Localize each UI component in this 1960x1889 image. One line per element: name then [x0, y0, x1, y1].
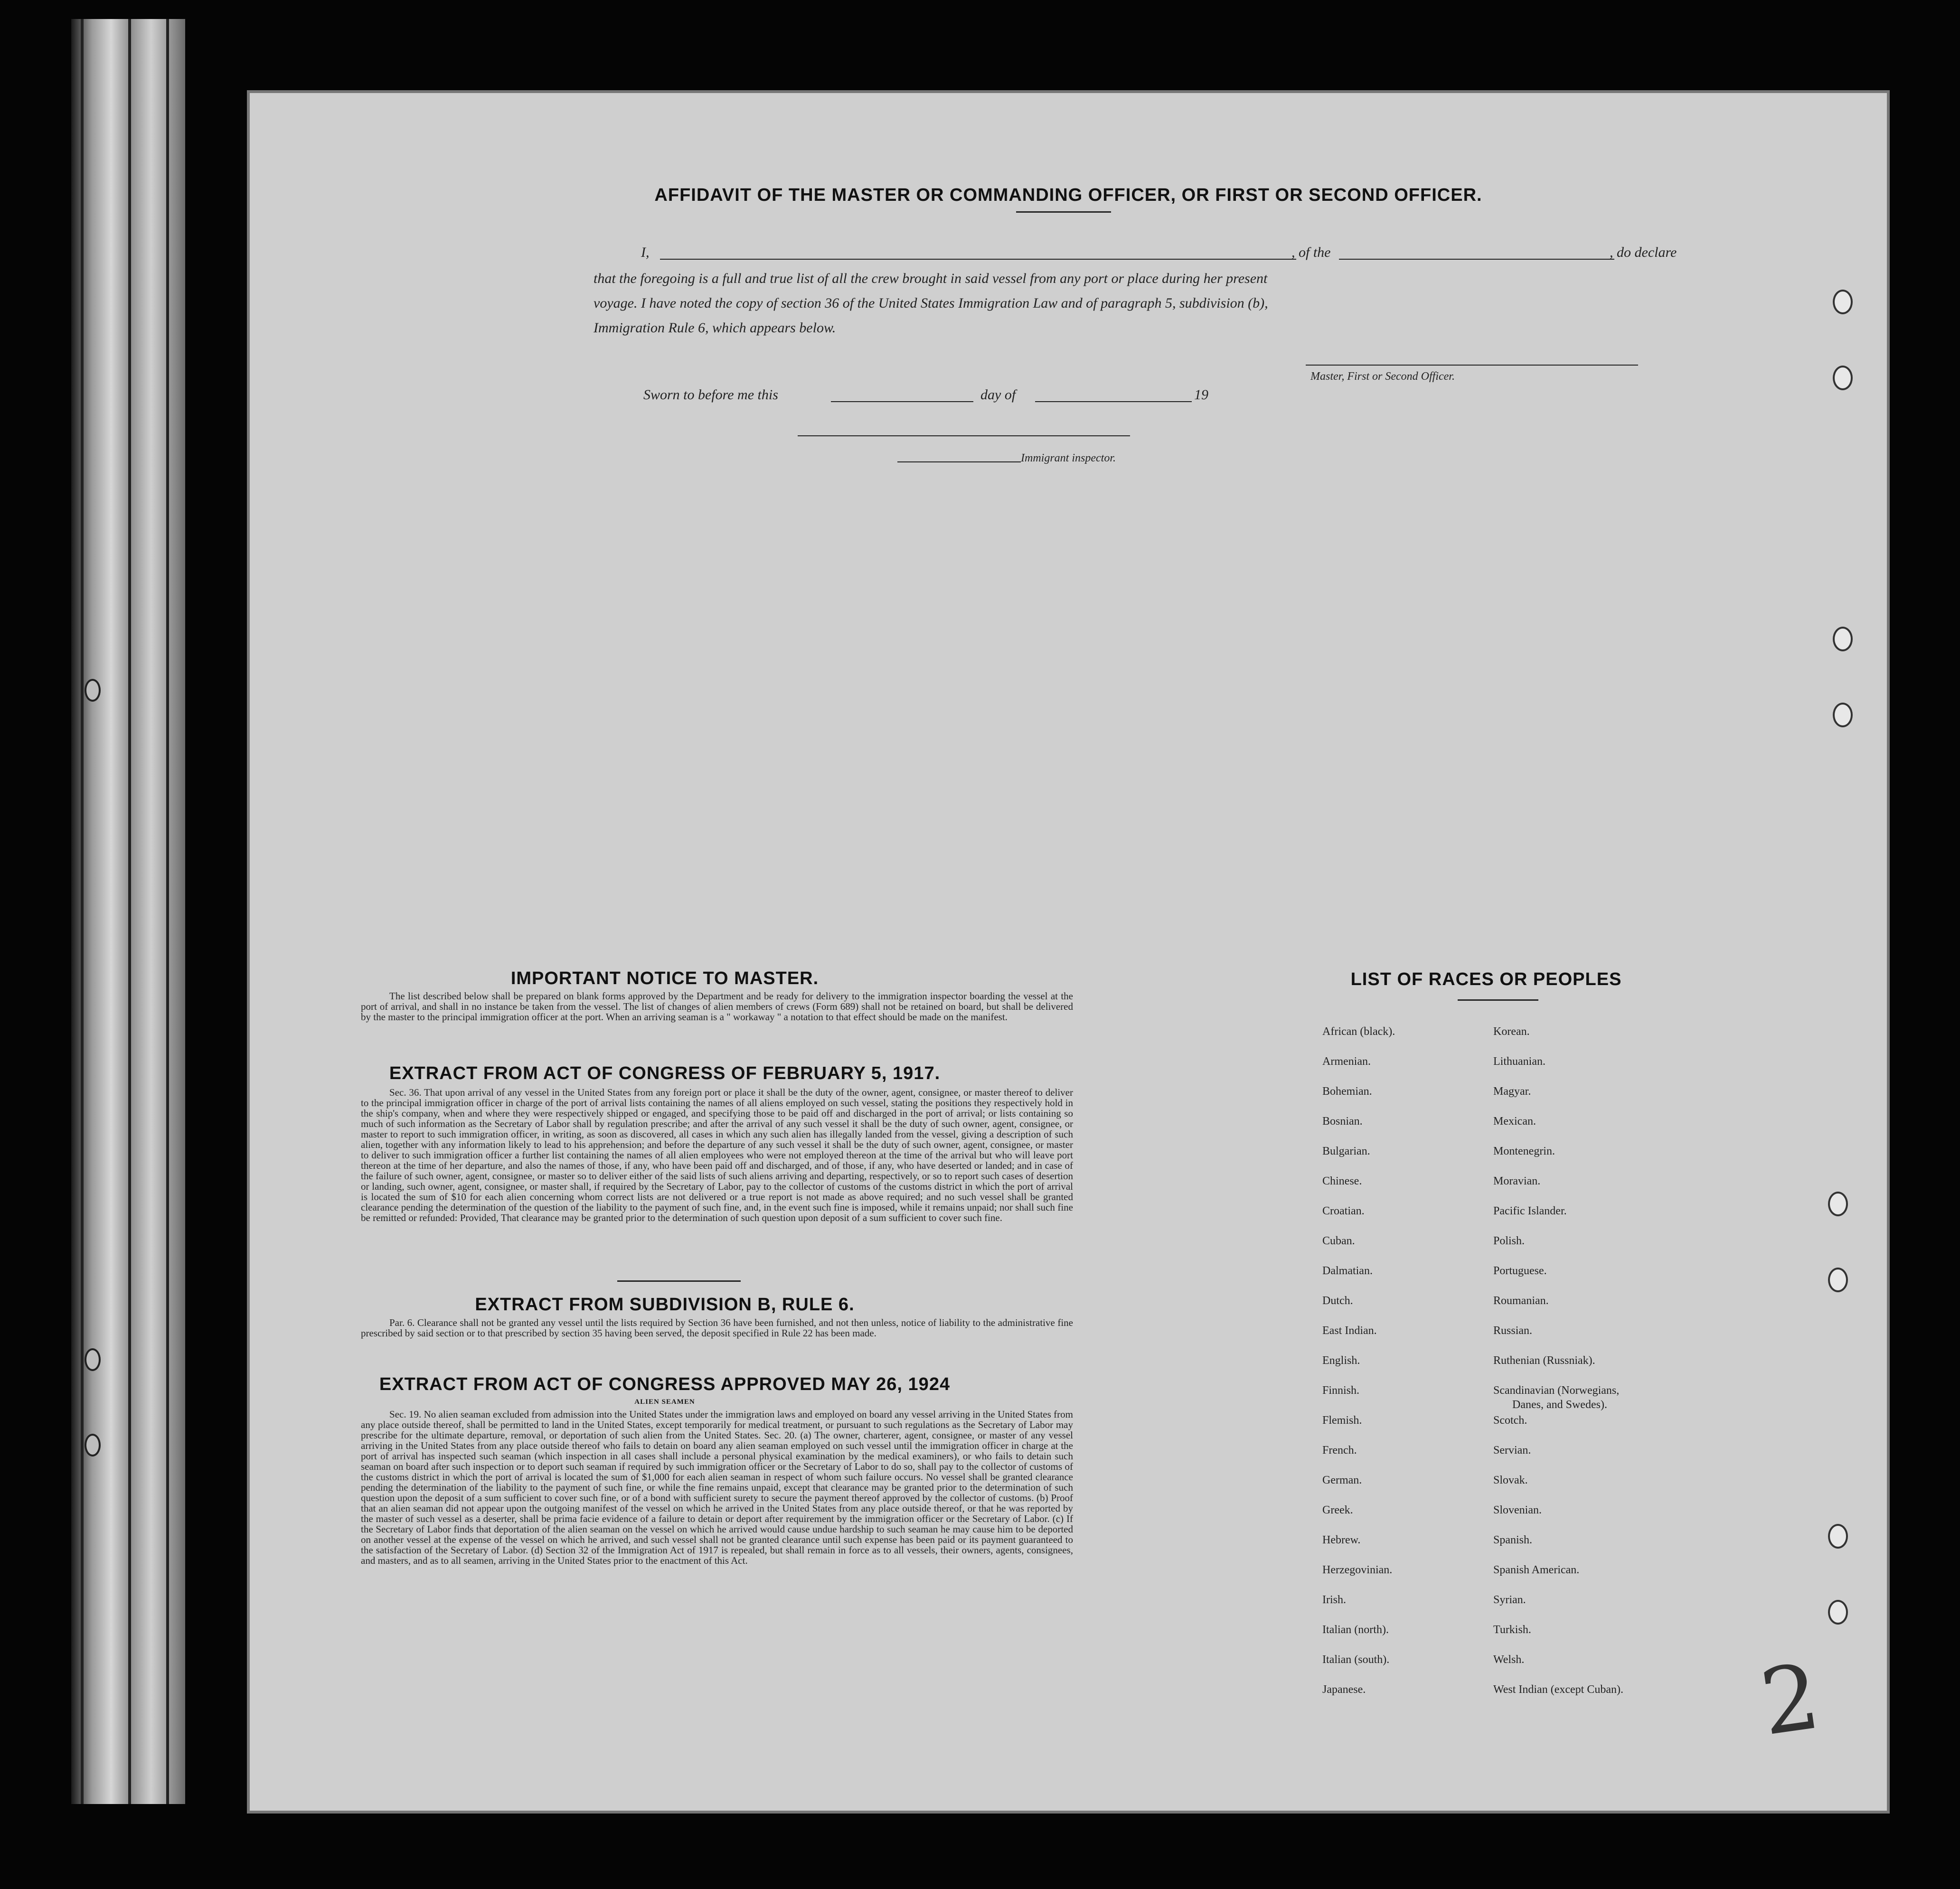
race-item: Russian.: [1493, 1325, 1533, 1337]
race-item: Chinese.: [1322, 1175, 1362, 1187]
vessel-blank-line: [1339, 259, 1614, 260]
punch-hole: [1833, 703, 1853, 727]
affidavit-do-declare: , do declare: [1610, 244, 1677, 260]
race-item: Magyar.: [1493, 1085, 1531, 1098]
race-item: Herzegovinian.: [1322, 1564, 1393, 1576]
races-title: LIST OF RACES OR PEOPLES: [1350, 969, 1622, 989]
race-item: Spanish.: [1493, 1534, 1533, 1546]
race-item: Scandinavian (Norwegians,: [1493, 1384, 1620, 1397]
name-blank-line: [660, 259, 1296, 260]
race-item: East Indian.: [1322, 1325, 1377, 1337]
extract-1924-text: Sec. 19. No alien seaman excluded from admission into the United States under the immigration laws and employed on board any vessel arriving in the United States from any place outside thereof, shall be permitted to land in the United States, except temporarily for medical treatment, or pursuant to such regulations as the Secretary of Labor may prescribe for the ultimate departure, removal, or deportation of such alien from the United States. Sec. 20. (a) The owner, charterer, agent, consignee, or master of any vessel arriving in the United States from any place outside thereof who fails to detain on board any alien seaman employed on such vessel until the immigration officer in charge at the port of arrival has inspected such seaman (which inspection in all cases shall include a personal physical examination by the medical examiners), or who fails to detain such seaman on board after such inspection or to deport such seaman if required by such immigration officer or the Secretary of Labor to do so, shall pay to the collector of customs of the customs district in which the port of arrival is located the sum of $1,000 for each alien seaman in respect of whom such failure occurs. No vessel shall be granted clearance pending the determination of the liability to the payment of such fine, or while the fine remains unpaid, except that clearance may be granted prior to the determination of such question upon the deposit of a sum sufficient to cover such fine, or of a bond with sufficient surety to secure the payment thereof approved by the collector of customs. (b) Proof that an alien seaman did not appear upon the outgoing manifest of the vessel on which he arrived in the United States from any place outside thereof, or that he was reported by the master of such vessel as a deserter, shall be prima facie evidence of a failure to detain or deport after requirement by the immigration officer or the Secretary of Labor. (c) If the Secretary of Labor finds that deportation of the alien seaman on the vessel on which he arrived would cause undue hardship to such seaman he may cause him to be deported on another vessel at the expense of the vessel on which he arrived, and such vessel shall not be granted clearance until such expense has been paid or its payment guaranteed to the satisfaction of the Secretary of Labor. (d) Section 32 of the Immigration Act of 1917 is repealed, but shall remain in force as to all vessels, their owners, agents, consignees, and masters, and as to all seamen, arriving in the United States prior to the enactment of this Act.: [361, 1409, 1073, 1566]
document-sheet: [247, 90, 1890, 1814]
notice-text: The list described below shall be prepared on blank forms approved by the Department and be ready for delivery to the immigration inspector boarding the vessel at the port of arrival, and shall in no instance be taken from the vessel. The list of changes of alien members of crews (Form 689) shall not be retained on board, but shall be delivered by the master to the principal immigration officer at the port. When an arriving seaman is a " workaway " a notation to that effect should be made on the manifest.: [361, 990, 1073, 1023]
race-item: Bohemian.: [1322, 1085, 1372, 1098]
race-item: Lithuanian.: [1493, 1055, 1545, 1068]
race-item: Dalmatian.: [1322, 1265, 1373, 1277]
race-item: Spanish American.: [1493, 1564, 1580, 1576]
race-item: Finnish.: [1322, 1384, 1360, 1397]
extract-rule6-title: EXTRACT FROM SUBDIVISION B, RULE 6.: [475, 1295, 855, 1315]
section-rule: [617, 1280, 741, 1282]
inspector-label: Immigrant inspector.: [1021, 452, 1116, 464]
master-label: Master, First or Second Officer.: [1310, 370, 1455, 383]
race-item: Italian (south).: [1322, 1654, 1390, 1666]
binder-punch-hole: [85, 1348, 101, 1371]
binder-fold-line: [128, 19, 131, 1804]
punch-hole: [1828, 1524, 1848, 1549]
race-item: Italian (north).: [1322, 1624, 1389, 1636]
master-signature-line: [1306, 365, 1638, 366]
race-item: Roumanian.: [1493, 1295, 1549, 1307]
race-item: Moravian.: [1493, 1175, 1541, 1187]
race-item: German.: [1322, 1474, 1362, 1486]
affidavit-title: AFFIDAVIT OF THE MASTER OR COMMANDING OFFICER, OR FIRST OR SECOND OFFICER.: [654, 185, 1482, 205]
binder-punch-hole: [85, 679, 101, 702]
race-item: Ruthenian (Russniak).: [1493, 1354, 1595, 1367]
extract-1917-title: EXTRACT FROM ACT OF CONGRESS OF FEBRUARY 5, 1917.: [389, 1063, 941, 1083]
extract-1924-title: EXTRACT FROM ACT OF CONGRESS APPROVED MAY 26, 1924: [379, 1374, 951, 1394]
race-item: Hebrew.: [1322, 1534, 1361, 1546]
race-item: Syrian.: [1493, 1594, 1526, 1606]
race-item: Flemish.: [1322, 1414, 1362, 1427]
race-item: Mexican.: [1493, 1115, 1536, 1128]
affidavit-i: I,: [641, 244, 650, 260]
month-blank-line: [1035, 401, 1192, 402]
race-item: Japanese.: [1322, 1683, 1366, 1696]
race-item: Polish.: [1493, 1235, 1525, 1247]
affidavit-body-line: that the foregoing is a full and true list of all the crew brought in said vessel from any port or place during her present: [594, 271, 1268, 286]
sworn-label: Sworn to before me this: [643, 387, 778, 403]
race-item-continuation: Danes, and Swedes).: [1512, 1399, 1607, 1411]
race-item: English.: [1322, 1354, 1360, 1367]
race-item: Croatian.: [1322, 1205, 1365, 1217]
inspector-signature-line: [798, 435, 1130, 436]
race-item: Bosnian.: [1322, 1115, 1363, 1128]
day-of-label: day of: [980, 387, 1016, 403]
race-item: Montenegrin.: [1493, 1145, 1555, 1157]
race-item: Turkish.: [1493, 1624, 1531, 1636]
extract-1924-subtitle: ALIEN SEAMEN: [634, 1398, 695, 1406]
race-item: Irish.: [1322, 1594, 1346, 1606]
race-item: Scotch.: [1493, 1414, 1527, 1427]
year-label: 19: [1194, 387, 1208, 403]
race-item: Dutch.: [1322, 1295, 1353, 1307]
punch-hole: [1833, 627, 1853, 651]
race-item: Slovak.: [1493, 1474, 1528, 1486]
day-blank-line: [831, 401, 973, 402]
race-item: Welsh.: [1493, 1654, 1525, 1666]
handwritten-mark: 2: [1754, 1644, 1826, 1756]
punch-hole: [1828, 1268, 1848, 1292]
race-item: Bulgarian.: [1322, 1145, 1370, 1157]
race-item: Portuguese.: [1493, 1265, 1547, 1277]
extract-rule6-text: Par. 6. Clearance shall not be granted any vessel until the lists required by Section 36 have been furnished, and not then unless, notice of liability to the administrative fine prescribed by said section or to that prescribed by section 35 having been served, the deposit specified in Rule 22 has been made.: [361, 1317, 1073, 1339]
affidavit-body-line: Immigration Rule 6, which appears below.: [594, 320, 836, 336]
binder-punch-hole: [85, 1434, 101, 1457]
race-item: Korean.: [1493, 1025, 1530, 1038]
punch-hole: [1828, 1192, 1848, 1216]
extract-1917-text: Sec. 36. That upon arrival of any vessel in the United States from any foreign port or place it shall be the duty of the owner, agent, consignee, or master thereof to deliver to the principal immigration officer in charge of the port of arrival lists containing the names of all aliens employed on such vessel, stating the positions they respectively hold in the ship's company, when and where they were respectively shipped or engaged, and specifying those to be paid off and discharged in the port of arrival; or lists containing so much of such information as the Secretary of Labor shall by regulation prescribe; and after the arrival of any such vessel it shall be the duty of such owner, agent, consignee, or master to report to such immigration officer, in writing, as soon as discovered, all cases in which any such alien has illegally landed from the vessel, giving a description of such alien, together with any information likely to lead to his apprehension; and before the departure of any such vessel it shall be the duty of such owner, agent, consignee, or master to deliver to such immigration officer a further list containing the names of all alien employees who were not employed thereon at the time of the arrival but who will leave port thereon at the time of her departure, and also the names of those, if any, who have been paid off and discharged, and of those, if any, who have deserted or landed; and in case of the failure of such owner, agent, consignee, or master so to deliver either of the said lists of such aliens arriving and departing, respectively, or so to report such cases of desertion or landing, such owner, agent, consignee, or master shall, if required by the Secretary of Labor, pay to the collector of customs of the customs district in which the port of arrival is located the sum of $10 for each alien concerning whom correct lists are not delivered or a true report is not made as above required; and no such vessel shall be granted clearance pending the determination of the question of the liability to the payment of such fine, and, in the event such fine is imposed, while it remains unpaid; nor shall such fine be remitted or refunded: Provided, That clearance may be granted prior to the determination of such question upon deposit of a sum sufficient to cover such fine.: [361, 1087, 1073, 1223]
binder-edge: [71, 19, 185, 1804]
punch-hole: [1828, 1600, 1848, 1625]
punch-hole: [1833, 290, 1853, 314]
race-item: Servian.: [1493, 1444, 1531, 1457]
affidavit-of-the: , of the: [1291, 244, 1331, 260]
affidavit-body-line: voyage. I have noted the copy of section 36 of the United States Immigration Law and of paragraph 5, subdivision (b),: [594, 295, 1268, 311]
race-item: Armenian.: [1322, 1055, 1371, 1068]
race-item: Slovenian.: [1493, 1504, 1542, 1516]
race-item: Cuban.: [1322, 1235, 1355, 1247]
binder-fold-line: [81, 19, 84, 1804]
notice-title: IMPORTANT NOTICE TO MASTER.: [510, 968, 819, 988]
race-item: Greek.: [1322, 1504, 1353, 1516]
title-rule: [1016, 211, 1111, 213]
punch-hole: [1833, 366, 1853, 390]
races-title-rule: [1458, 999, 1538, 1001]
race-item: African (black).: [1322, 1025, 1395, 1038]
inspector-lead-line: [897, 461, 1021, 462]
binder-fold-line: [166, 19, 169, 1804]
race-item: West Indian (except Cuban).: [1493, 1683, 1623, 1696]
race-item: French.: [1322, 1444, 1357, 1457]
race-item: Pacific Islander.: [1493, 1205, 1567, 1217]
